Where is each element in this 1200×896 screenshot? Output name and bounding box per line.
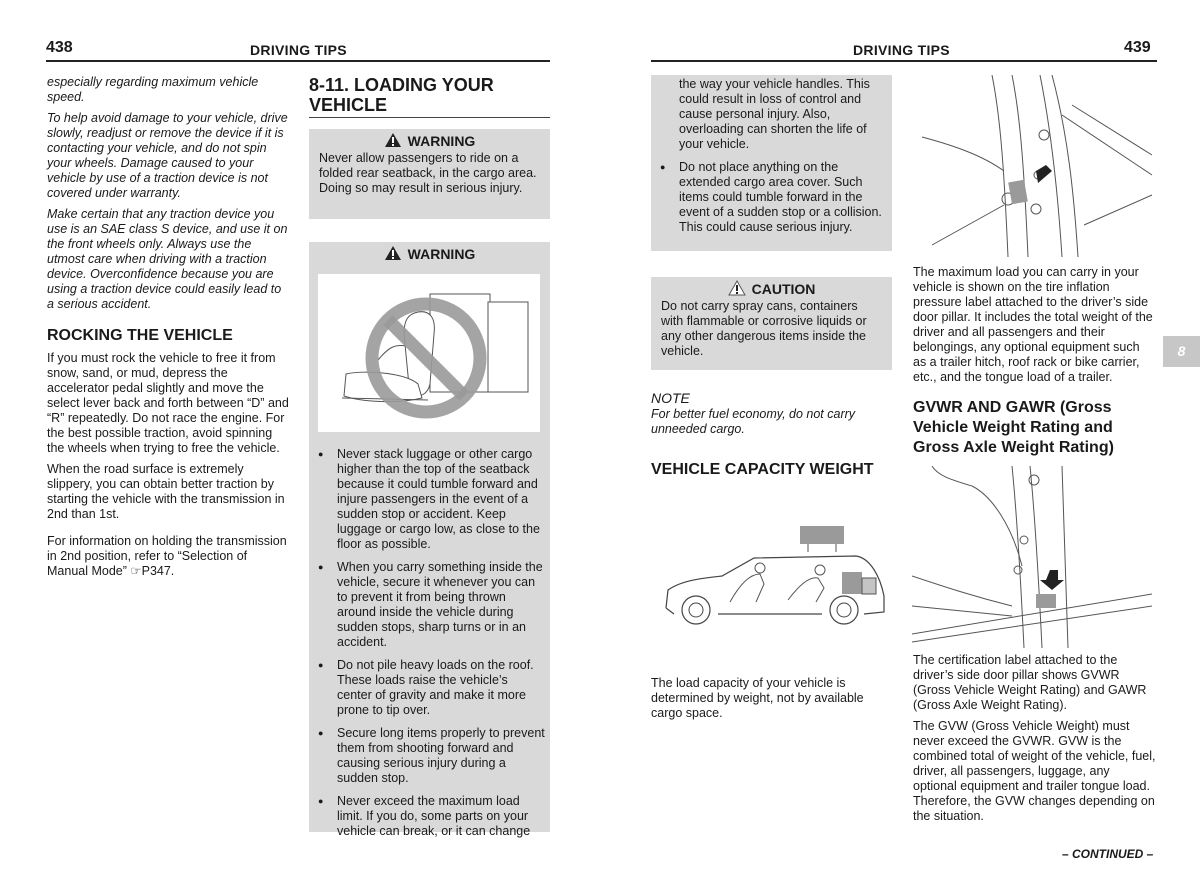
warning-box-1 [309,129,550,219]
no-stacking-illustration [318,274,540,432]
door-pillar-illustration-2 [912,466,1154,648]
caution-header [651,279,892,299]
gvw-paragraph: The GVW (Gross Vehicle Weight) must never exceed the GVWR. GVW is the combined total of weight of the vehicle, fuel, driver, all passengers, luggage, any optional equipment and trailer tongue load. Therefore, the GVW changes depending on the situation. [913,719,1156,823]
warning-label-2: WARNING [407,246,476,262]
rocking-paragraph: If you must rock the vehicle to free it from snow, sand, or mud, depress the accelerator pedal slightly and move the select lever back and forth between “D” and “R” repeatedly. Do not race the engine. For the best possible traction, avoid spinning the wheels when trying to free the vehicle. [47,351,289,455]
right-header-rule [651,60,1157,62]
door-pillar-illustration-1 [912,75,1154,257]
caution-box [651,277,892,370]
gvwr-heading: GVWR AND GAWR (Gross Vehicle Weight Rating and Gross Axle Weight Rating) [913,399,1114,456]
list-item: ● Never exceed the maximum load limit. If you do, some parts on your vehicle can break, or it can change [309,794,545,839]
list-item: ● Never stack luggage or other cargo higher than the top of the seatback because it could tumble forward and injure passengers in the event of a sudden stop or accident. Keep luggage or cargo low, as close to the floor as possible. [309,447,545,552]
warning-header-2 [309,244,550,264]
list-item: ● Do not place anything on the extended cargo area cover. Such items could tumble forward in the event of a sudden stop or a collision. This could cause serious injury. [651,160,885,235]
warning-box-2 [309,242,550,838]
warning-text-1: Never allow passengers to ride on a folded rear seatback, in the cargo area. Doing so may result in serious injury. [319,151,537,195]
page-ref-icon: ☞ [130,564,142,578]
column-4-top [913,265,1156,391]
caution-triangle-icon [728,280,746,301]
manual-mode-paragraph [47,534,289,579]
left-running-head: DRIVING TIPS [250,42,347,58]
warning-2-bullets [309,447,545,847]
column-4-bottom [913,653,1156,830]
vehicle-capacity-figure [660,522,892,634]
manual-mode-text: For information on holding the transmission in 2nd position, refer to “Selection of Manual Mode” [47,534,287,578]
warning-triangle-icon [384,132,402,153]
warning-continued-box [651,75,892,251]
left-header-rule [46,60,550,62]
warning-continued-bullets [651,160,885,235]
chapter-title-rule [309,117,550,118]
note-label: NOTE [651,390,690,406]
warning-label-1: WARNING [407,133,476,149]
caution-text: Do not carry spray cans, containers with flammable or corrosive liquids or any other dangerous items inside the vehicle. [661,299,867,358]
capacity-heading: VEHICLE CAPACITY WEIGHT [651,461,874,478]
list-item: ● When you carry something inside the vehicle, secure it whenever you can to prevent it from being thrown around inside the vehicle during sudden stops, sharp turns or in an accident. [309,560,545,650]
right-running-head: DRIVING TIPS [853,42,950,58]
chapter-title-block [309,75,550,118]
chapter-title: 8-11. LOADING YOUR VEHICLE [309,75,494,115]
slippery-paragraph: When the road surface is extremely slippery, you can obtain better traction by starting the vehicle with the transmission in 2nd than 1st. [47,462,285,521]
column-1 [47,75,289,585]
list-item: ● Secure long items properly to prevent them from shooting forward and causing serious injury during a sudden stop. [309,726,545,786]
page-ref-link[interactable]: P347. [141,564,175,578]
left-page-number: 438 [46,39,73,56]
caution-label: CAUTION [751,281,816,297]
damage-paragraph: To help avoid damage to your vehicle, drive slowly, readjust or remove the device if it is contacting your vehicle, and do not spin your wheels. Damage caused to your vehicle by use of a traction device is not covered under warranty. [47,111,288,200]
continued-footer: – CONTINUED – [1062,847,1154,861]
rocking-heading: ROCKING THE VEHICLE [47,327,233,344]
tire-label-figure [912,75,1154,257]
vehicle-load-illustration [660,522,892,634]
list-item: ● Do not pile heavy loads on the roof. These loads raise the vehicle’s center of gravity and make it more prone to tip over. [309,658,545,718]
certification-label-figure [912,466,1154,648]
chapter-tab[interactable]: 8 [1163,336,1200,367]
warning-triangle-icon [384,245,402,266]
warning-header-1 [309,131,550,151]
max-load-paragraph: The maximum load you can carry in your vehicle is shown on the tire inflation pressure label attached to the driver’s side door pillar. It includes the total weight of the driver and all passengers and their belongings, any optional equipment such as a trailer hitch, roof rack or bike carrier, etc., and the tongue load of a trailer. [913,265,1153,384]
speed-paragraph: especially regarding maximum vehicle speed. [47,75,259,104]
capacity-text-block [651,676,892,727]
note-text: For better fuel economy, do not carry unneeded cargo. [651,407,856,436]
certification-paragraph: The certification label attached to the driver’s side door pillar shows GVWR (Gross Vehicle Weight Rating) and GAWR (Gross Axle Weight Rating). [913,653,1147,712]
traction-device-paragraph: Make certain that any traction device you use is an SAE class S device, and use it on the front wheels only. Always use the utmost care when driving with a traction device. Overconfidence because you are using a traction device could easily lead to a serious accident. [47,207,288,311]
prohibited-stacking-figure [318,274,540,432]
capacity-paragraph: The load capacity of your vehicle is determined by weight, not by available cargo space. [651,676,864,720]
note-block [651,390,892,443]
warning-continued-text: the way your vehicle handles. This could result in loss of control and cause personal injury. Also, overloading can shorten the life of your vehicle. [679,77,870,151]
right-page-number: 439 [1124,39,1151,56]
